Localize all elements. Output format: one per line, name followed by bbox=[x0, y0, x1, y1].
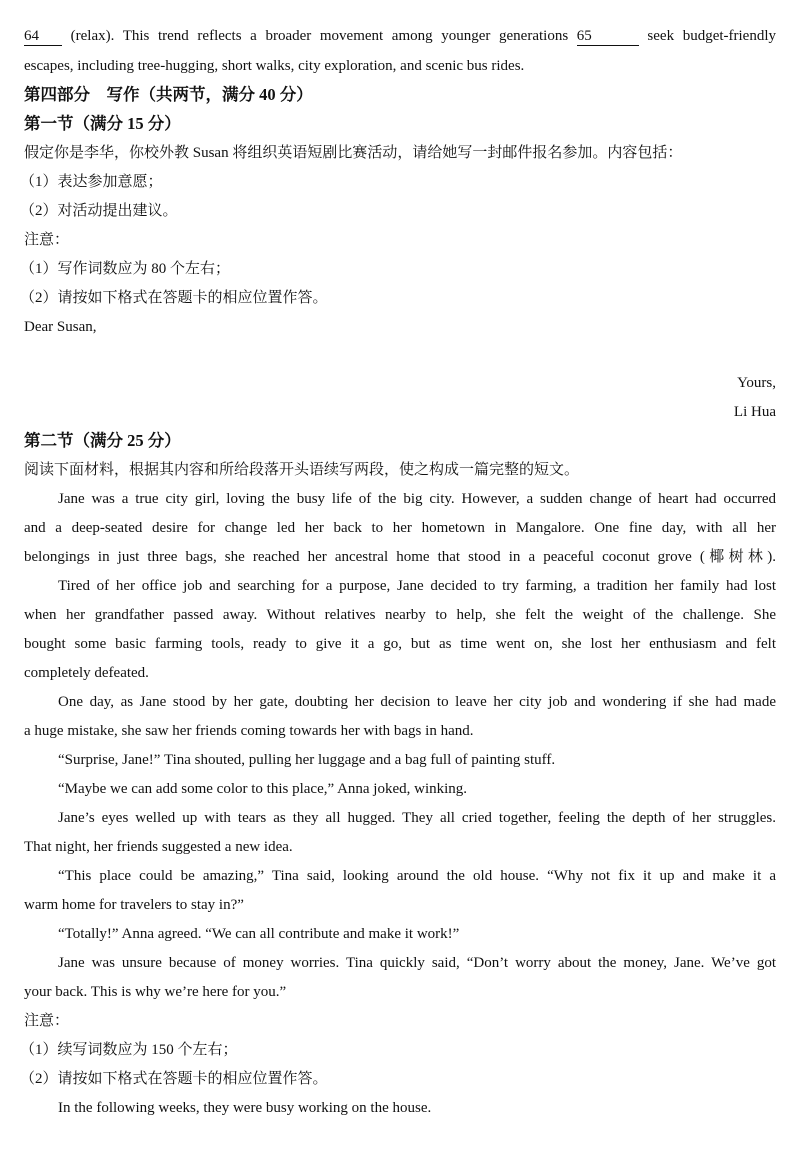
story-line: completely defeated. bbox=[24, 665, 149, 681]
section2-note-label: 注意： bbox=[24, 1013, 70, 1029]
continuation-opening: In the following weeks, they were busy working on the house. bbox=[58, 1100, 432, 1116]
cloze-line-2: escapes, including tree-hugging, short walks, city exploration, and scenic bus rides. bbox=[24, 58, 525, 74]
cloze-text-1: (relax). This trend reflects a broader movement among younger generations bbox=[70, 28, 569, 44]
story-line: One day, as Jane stood by her gate, doubting her decision to leave her city job and wondering if she had made bbox=[58, 694, 776, 710]
section1-prompt: 假定你是李华，你校外教 Susan 将组织英语短剧比赛活动，请给她写一封邮件报名参加。内容包括： bbox=[24, 145, 683, 161]
story-line: warm home for travelers to stay in?” bbox=[24, 897, 244, 913]
story-line: bought some basic farming tools, ready to give it a go, but as time went on, she lost her enthusiasm and felt bbox=[24, 636, 776, 652]
story-line: Jane was unsure because of money worries. Tina quickly said, “Don’t worry about the money, Jane. We’ve got bbox=[58, 955, 776, 971]
section2-note-2: （2）请按如下格式在答题卡的相应位置作答。 bbox=[20, 1071, 328, 1087]
story-line: and a deep-seated desire for change led her back to her hometown in Mangalore. One fine day, with all her bbox=[24, 520, 776, 536]
part4-title: 第四部分 写作（共两节，满分 40 分） bbox=[24, 85, 313, 104]
section2-prompt: 阅读下面材料，根据其内容和所给段落开头语续写两段，使之构成一篇完整的短文。 bbox=[24, 462, 580, 478]
story-line: belongings in just three bags, she reached her ancestral home that stood in a peaceful coconut grove (椰树林). bbox=[24, 549, 776, 565]
story-line: “This place could be amazing,” Tina said, looking around the old house. “Why not fix it up and make it a bbox=[58, 868, 776, 884]
section1-item-2: （2）对活动提出建议。 bbox=[20, 203, 178, 219]
letter-closing: Yours, bbox=[737, 375, 776, 391]
section1-note-label: 注意： bbox=[24, 232, 70, 248]
blank-65: 65 bbox=[577, 28, 639, 46]
story-line: a huge mistake, she saw her friends coming towards her with bags in hand. bbox=[24, 723, 474, 739]
letter-signature: Li Hua bbox=[733, 404, 776, 420]
story-line: when her grandfather passed away. Without relatives nearby to help, she felt the weight of the challenge. She bbox=[24, 607, 776, 623]
story-line: “Surprise, Jane!” Tina shouted, pulling her luggage and a bag full of painting stuff. bbox=[58, 752, 556, 768]
section1-note-2: （2）请按如下格式在答题卡的相应位置作答。 bbox=[20, 290, 328, 306]
section2-title: 第二节（满分 25 分） bbox=[24, 431, 181, 450]
story-line: “Totally!” Anna agreed. “We can all contribute and make it work!” bbox=[58, 926, 460, 942]
story-line: Jane was a true city girl, loving the busy life of the big city. However, a sudden change of heart had occurred bbox=[58, 491, 776, 507]
letter-salutation: Dear Susan, bbox=[24, 319, 97, 335]
cloze-line-1 bbox=[24, 26, 776, 46]
story-line: “Maybe we can add some color to this place,” Anna joked, winking. bbox=[58, 781, 468, 797]
story-line: Tired of her office job and searching for a purpose, Jane decided to try farming, a tradition her family had lost bbox=[58, 578, 776, 594]
story-line: your back. This is why we’re here for you.” bbox=[24, 984, 287, 1000]
cloze-text-2: seek budget-friendly bbox=[647, 28, 776, 44]
section2-note-1: （1）续写词数应为 150 个左右； bbox=[20, 1042, 238, 1058]
section1-title: 第一节（满分 15 分） bbox=[24, 114, 181, 133]
blank-64: 64 bbox=[24, 28, 62, 46]
story-line: That night, her friends suggested a new idea. bbox=[24, 839, 293, 855]
section1-item-1: （1）表达参加意愿； bbox=[20, 174, 163, 190]
section1-note-1: （1）写作词数应为 80 个左右； bbox=[20, 261, 231, 277]
story-line: Jane’s eyes welled up with tears as they all hugged. They all cried together, feeling the depth of her struggles. bbox=[58, 810, 776, 826]
